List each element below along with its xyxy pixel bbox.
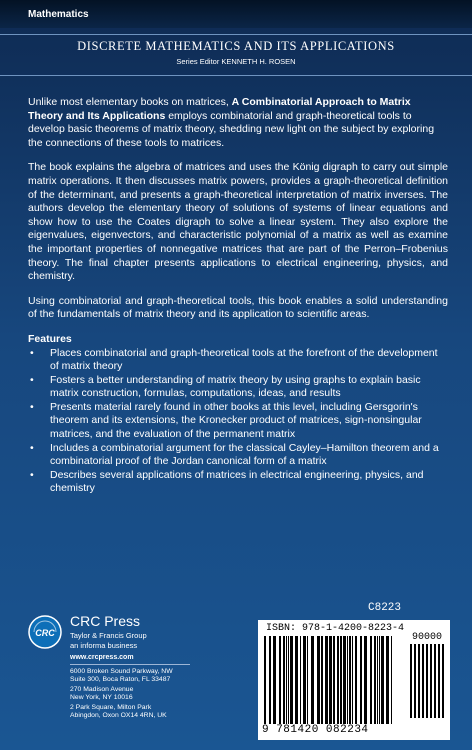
barcode-bar [391,636,392,724]
feature-text: Fosters a better understanding of matrix theory by using graphs to explain basic matrix construction, formulas, computations, ideas, and results [50,373,421,400]
catalog-code: C8223 [368,602,402,614]
ean-barcode [264,636,406,724]
crc-logo-icon [28,615,62,649]
barcode-bar [442,644,444,718]
bullet-icon: • [30,441,34,454]
series-editor: Series Editor KENNETH H. ROSEN [176,57,296,66]
barcode-bar [370,636,372,724]
barcode-bar [340,636,342,724]
feature-text: Places combinatorial and graph-theoretical tools at the forefront of the development of matrix theory [50,346,438,373]
bullet-icon: • [30,400,34,413]
bullet-icon: • [30,373,34,386]
description-paragraph-3: Using combinatorial and graph-theoretical tools, this book enables a solid understanding of the fundamentals of matrix theory and its application to scientific areas. [28,294,448,321]
barcode-bar [269,636,271,724]
addon-barcode [410,644,444,718]
barcode-bar [414,644,416,718]
feature-text: Includes a combinatorial argument for the classical Cayley–Hamilton theorem and a combinatorial proof of the Jordan canonical form of a matrix [50,441,439,468]
p1-intro-text: Unlike most elementary books on matrices, [28,96,232,108]
barcode-bar [300,636,301,724]
barcode-bar [355,636,357,724]
barcode-bar [311,636,314,724]
barcode-bar [325,636,328,724]
description-paragraph-2: The book explains the algebra of matrices and uses the König digraph to carry out simple matrix operations. It then discusses matrix powers, provides a graph-theoretical definition of the determinant, and presents a graph-theoretical interpretation of matrix inverses. The authors develop the elementary theory of solutions of systems of linear equations and show how to use the Coates digraph to solve a linear system. They also explore the eigenvalues, eigenvectors, and characteristic polynomial of a matrix as well as examine the important properties of nonnegative matrices that are part of the Perron–Frobenius theory. The final chapter presents applications to electrical engineering, physics, and chemistry. [28,161,448,283]
barcode-bar [379,636,380,724]
address-line: 6000 Broken Sound Parkway, NW [70,668,173,675]
publisher-website: www.crcpress.com [70,654,134,661]
feature-text: Presents material rarely found in other books at this level, including Gersgorin's theorem and its extensions, the Kronecker product of matrices, sign-nonsingular matrices, and the evaluation of the permanent matrix [50,400,422,441]
barcode-bar [343,636,346,724]
crc-logo-text: CRC [35,628,55,638]
publisher-group: Taylor & Francis Group [70,631,147,640]
bullet-icon: • [30,346,34,359]
isbn-number: ISBN: 978-1-4200-8223-4 [266,623,405,634]
barcode-bar [273,636,276,724]
category-bar [0,0,472,28]
barcode-bar [434,644,436,718]
publisher-tagline: an informa business [70,641,138,650]
bullet-icon: • [30,468,34,481]
address-divider [70,664,190,665]
address-line: New York, NY 10016 [70,694,133,701]
barcode-bar [430,644,432,718]
feature-item [28,442,448,469]
description-paragraph-1 [28,96,448,150]
barcode-bar [307,636,308,724]
feature-item [28,374,448,401]
price-code: 90000 [412,632,443,643]
book-title-text: A Combinatorial Approach to Matrix Theory and Its Applications [28,96,411,122]
barcode-bar [264,636,266,724]
barcode-bar [426,644,428,718]
address-line: 270 Madison Avenue [70,686,134,693]
category-label: Mathematics [28,9,89,20]
address-line: Abingdon, Oxon OX14 4RN, UK [70,712,167,719]
barcode-bar [349,636,351,724]
barcode-bar [381,636,384,724]
description-body [28,96,448,496]
feature-item [28,469,448,496]
barcode-bar [333,636,335,724]
barcode-bar [438,644,440,718]
features-list [28,347,448,497]
barcode-bar [283,636,285,724]
feature-text: Describes several applications of matrices in electrical engineering, physics, and chemistry [50,468,424,495]
barcode-bar [317,636,320,724]
series-title: DISCRETE MATHEMATICS AND ITS APPLICATIONS [77,39,395,53]
barcode-bar [352,636,353,724]
barcode-bar [329,636,332,724]
barcode-bar [360,636,362,724]
barcode-bar [290,636,293,724]
barcode-bar [286,636,287,724]
barcode-bar [377,636,378,724]
barcode-bar [303,636,306,724]
barcode-panel [258,620,450,740]
publisher-name: CRC Press [70,613,141,629]
features-heading: Features [28,332,72,345]
barcode-bar [295,636,298,724]
feature-item [28,401,448,442]
ean-digits: 9 781420 082234 [262,724,369,736]
series-band [0,34,472,76]
p1-rest-text: employs combinatorial and graph-theoretical tools to develop basic theorems of matrix theory, shedding new light on the subject by exploring the connections of these tools to matrices. [28,109,435,149]
barcode-bar [386,636,389,724]
barcode-bar [364,636,367,724]
barcode-bar [288,636,289,724]
barcode-bar [418,644,420,718]
address-line: 2 Park Square, Milton Park [70,704,152,711]
barcode-bar [347,636,348,724]
barcode-bar [337,636,339,724]
barcode-bar [422,644,424,718]
barcode-bar [321,636,323,724]
address-line: Suite 300, Boca Raton, FL 33487 [70,676,171,683]
barcode-bar [374,636,376,724]
barcode-bar [410,644,412,718]
feature-item [28,347,448,374]
barcode-bar [279,636,281,724]
